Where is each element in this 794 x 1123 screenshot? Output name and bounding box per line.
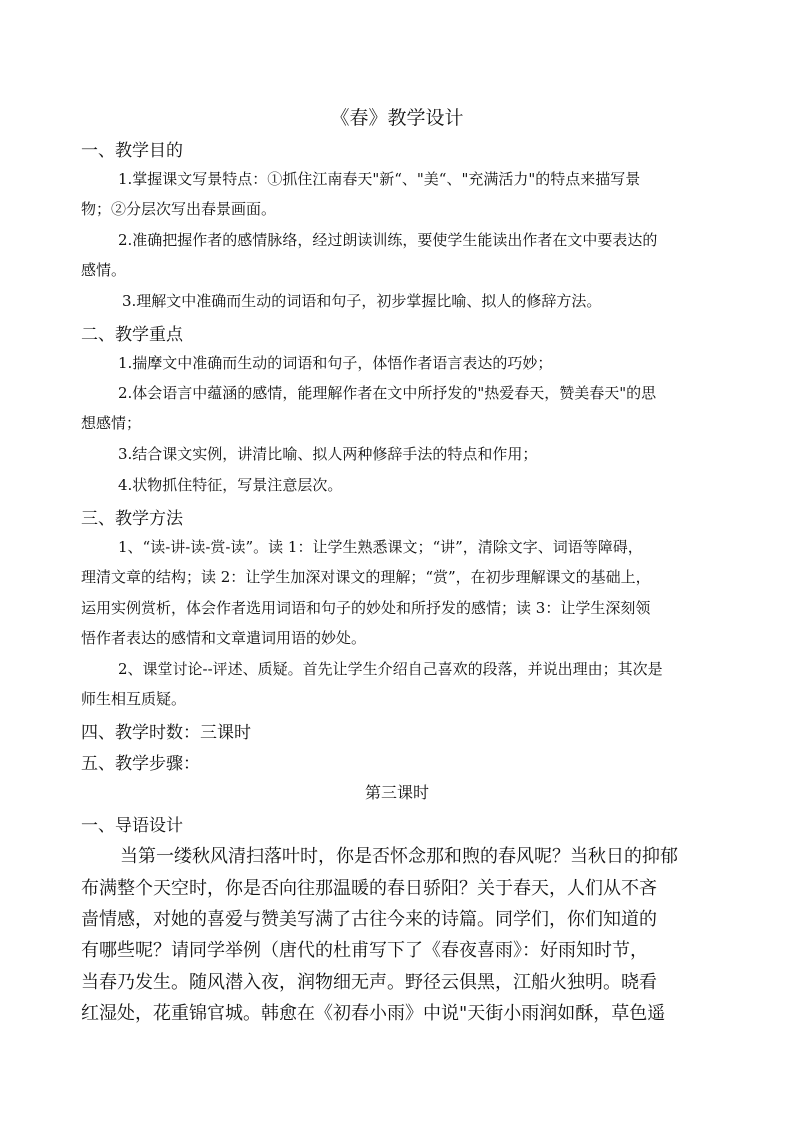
section-heading-key-points: 二、教学重点 [81,325,183,345]
section-heading-hours: 四、教学时数：三课时 [81,723,251,743]
section-heading-methods: 三、教学方法 [81,509,183,529]
paragraph-line: 物；②分层次写出春景画面。 [81,200,277,218]
paragraph-line: 有哪些呢？请同学举例（唐代的杜甫写下了《春夜喜雨》：好雨知时节， [81,940,648,961]
paragraph-line: 3.理解文中准确而生动的词语和句子，初步掌握比喻、拟人的修辞方法。 [122,292,602,310]
paragraph-line: 2、课堂讨论--评述、质疑。首先让学生介绍自己喜欢的段落，并说出理由；其次是 [118,660,663,678]
paragraph-line: 啬情感，对她的喜爱与赞美写满了古往今来的诗篇。同学们，你们知道的 [81,909,657,930]
paragraph-line: 师生相互质疑。 [81,690,187,708]
paragraph-line: 2.准确把握作者的感情脉络，经过朗读训练，要使学生能读出作者在文中要表达的 [118,231,658,249]
paragraph-line: 红湿处，花重锦官城。韩愈在《初春小雨》中说"天街小雨润如酥，草色遥 [81,1003,666,1024]
paragraph-line: 布满整个天空时，你是否向往那温暖的春日骄阳？关于春天，人们从不吝 [81,878,657,899]
paragraph-line: 悟作者表达的感情和文章遣词用语的妙处。 [81,629,367,647]
paragraph-line: 想感情； [81,414,142,432]
section-heading-intro: 一、导语设计 [81,816,183,836]
paragraph-line: 1、“读-讲-读-赏-读”。读 1：让学生熟悉课文；“讲”，清除文字、词语等障碍， [118,538,643,556]
section-heading-objectives: 一、教学目的 [81,141,183,161]
paragraph-line: 当第一缕秋风清扫落叶时，你是否怀念那和煦的春风呢？当秋日的抑郁 [120,846,678,867]
paragraph-line: 3.结合课文实例，讲清比喻、拟人两种修辞手法的特点和作用； [118,445,538,463]
paragraph-line: 运用实例赏析，体会作者选用词语和句子的妙处和所抒发的感情；读 3：让学生深刻领 [81,599,651,617]
paragraph-line: 感情。 [81,261,127,279]
paragraph-line: 1.揣摩文中准确而生动的词语和句子，体悟作者语言表达的巧妙； [118,354,553,372]
paragraph-line: 4.状物抓住特征，写景注意层次。 [118,476,343,494]
paragraph-line: 理清文章的结构；读 2：让学生加深对课文的理解；“赏”，在初步理解课文的基础上， [81,568,651,586]
paragraph-line: 2.体会语言中蕴涵的感情，能理解作者在文中所抒发的"热爱春天，赞美春天"的思 [118,384,657,402]
lesson-heading: 第三课时 [364,783,429,802]
section-heading-steps: 五、教学步骤： [81,754,200,774]
paragraph-line: 1.掌握课文写景特点：①抓住江南春天"新“、"美“、"充满活力"的特点来描写景 [118,170,641,188]
document-title: 《春》教学设计 [330,107,464,129]
paragraph-line: 当春乃发生。随风潜入夜，润物细无声。野径云俱黑，江船火独明。晓看 [81,972,657,993]
